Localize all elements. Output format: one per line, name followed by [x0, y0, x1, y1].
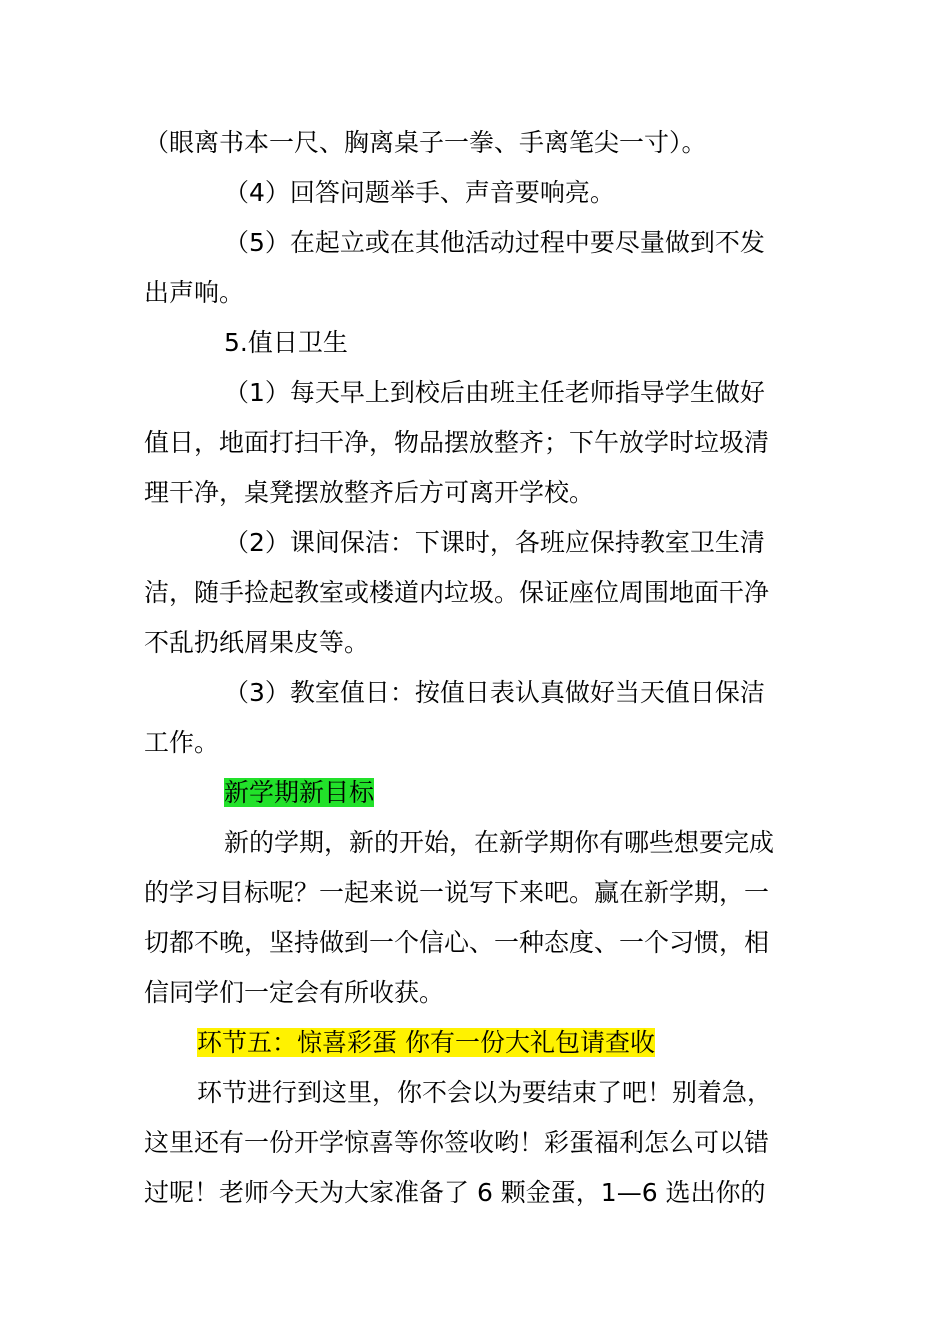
text-line: 理干净，桌凳摆放整齐后方可离开学校。	[144, 478, 595, 507]
text-line: 过呢！老师今天为大家准备了 6 颗金蛋，1—6 选出你的	[144, 1178, 766, 1207]
text-line: 出声响。	[144, 278, 245, 307]
section-heading: 5.值日卫生	[224, 328, 348, 357]
text-line: （眼离书本一尺、胸离桌子一拳、手离笔尖一寸）。	[144, 128, 707, 157]
text-line: 洁，随手捡起教室或楼道内垃圾。保证座位周围地面干净	[144, 578, 770, 607]
text-line: （1）每天早上到校后由班主任老师指导学生做好	[224, 378, 765, 407]
text-line: （4）回答问题举手、声音要响亮。	[224, 178, 615, 207]
text-line: （2）课间保洁：下课时，各班应保持教室卫生清	[224, 528, 765, 557]
text-line: 新的学期，新的开始，在新学期你有哪些想要完成	[224, 828, 775, 857]
highlighted-heading-yellow: 环节五：惊喜彩蛋 你有一份大礼包请查收	[197, 1028, 655, 1057]
text-line: （5）在起立或在其他活动过程中要尽量做到不发	[224, 228, 765, 257]
text-line: 环节进行到这里，你不会以为要结束了吧！别着急，	[197, 1078, 773, 1107]
text-line: 值日，地面打扫干净，物品摆放整齐；下午放学时垃圾清	[144, 428, 770, 457]
text-line: 不乱扔纸屑果皮等。	[144, 628, 370, 657]
text-line: （3）教室值日：按值日表认真做好当天值日保洁	[224, 678, 765, 707]
highlighted-heading-wrap	[224, 776, 374, 810]
text-line: 信同学们一定会有所收获。	[144, 978, 445, 1007]
text-line: 切都不晚，坚持做到一个信心、一种态度、一个习惯，相	[144, 928, 770, 957]
text-line: 的学习目标呢？一起来说一说写下来吧。赢在新学期，一	[144, 878, 770, 907]
highlighted-heading-green: 新学期新目标	[224, 778, 375, 807]
highlighted-heading-wrap	[197, 1026, 655, 1060]
text-line: 这里还有一份开学惊喜等你签收哟！彩蛋福利怎么可以错	[144, 1128, 770, 1157]
text-line: 工作。	[144, 728, 220, 757]
